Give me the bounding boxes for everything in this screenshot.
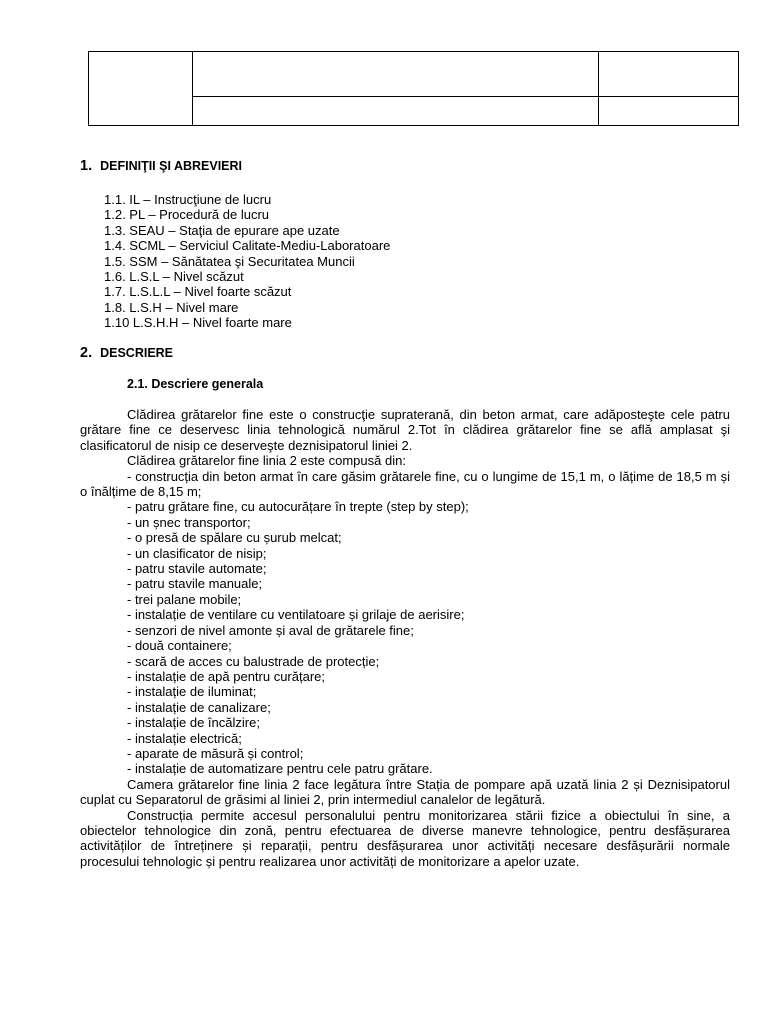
list-item: - un șnec transportor;	[127, 514, 251, 530]
list-item: - aparate de măsură și control;	[127, 745, 304, 761]
list-item: - instalație de apă pentru curățare;	[127, 668, 326, 684]
header-page-cell	[599, 97, 739, 126]
list-item: - construcția din beton armat în care găsim grătarele fine, cu o lungime de 15,1 m, o lățime de 18,5 m și o înălțime de 8,15 m;	[80, 468, 730, 500]
definition-item: 1.4. SCML – Serviciul Calitate-Mediu-Laboratoare	[104, 238, 391, 254]
definition-item: 1.1. IL – Instrucţiune de lucru	[104, 192, 272, 207]
section-1-number: 1.	[80, 158, 93, 174]
list-item: - instalație de canalizare;	[127, 699, 271, 715]
list-item: - un clasificator de nisip;	[127, 545, 267, 561]
list-item: - instalație de automatizare pentru cele patru grătare.	[127, 761, 433, 777]
header-code-cell	[599, 52, 739, 97]
description-body	[80, 407, 730, 869]
section-1-title: DEFINIŢII ŞI ABREVIERI	[100, 159, 243, 173]
section-2-title: DESCRIERE	[100, 346, 174, 360]
definition-item: 1.3. SEAU – Staţia de epurare ape uzate	[104, 222, 340, 238]
definition-item: 1.7. L.S.L.L – Nivel foarte scăzut	[104, 284, 292, 300]
list-item: - scară de acces cu balustrade de protecție;	[127, 653, 380, 669]
definition-item: 1.8. L.S.H – Nivel mare	[104, 299, 239, 315]
list-item: - patru stavile automate;	[127, 561, 267, 577]
definition-item: 1.10 L.S.H.H – Nivel foarte mare	[104, 315, 292, 331]
header-subtitle-cell	[192, 97, 599, 126]
list-item: - instalație de încălzire;	[127, 715, 260, 731]
paragraph: Construcția permite accesul personalului pentru monitorizarea stării fizice a obiectului în sine, a obiectelor tehnologice din zonă, pentru efectuarea de diverse manevre tehnologice, pentru desfășurarea activităților de întreținere și reparații, pentru desfășurarea unor activități necesare desfășurării normale procesului tehnologic și pentru realizarea unor activități de monitorizare a apelor uzate.	[80, 807, 730, 869]
list-item: - două containere;	[127, 638, 232, 654]
paragraph: Clădirea grătarelor fine este o construcţie supraterană, din beton armat, care adăposteşte cele patru grătare fine ce deservesc linia tehnologică numărul 2.Tot în clădirea grătarelor fine se află amplasat şi clasificatorul de nisip ce deserveşte deznisipatorul liniei 2.	[80, 407, 730, 453]
list-item: - instalație electrică;	[127, 730, 242, 746]
section-2-number: 2.	[80, 345, 93, 361]
section-2-heading	[80, 345, 173, 361]
definition-item: 1.2. PL – Procedură de lucru	[104, 207, 270, 223]
header-logo-cell	[89, 52, 193, 126]
section-1-heading	[80, 158, 242, 174]
subsection-heading: 2.1. Descriere generala	[127, 377, 264, 391]
list-item: - trei palane mobile;	[127, 591, 242, 607]
list-item: - senzori de nivel amonte și aval de grătarele fine;	[127, 622, 414, 638]
document-header-table	[88, 51, 739, 126]
list-item: - patru grătare fine, cu autocurățare în trepte (step by step);	[127, 499, 469, 515]
definition-item: 1.5. SSM – Sănătatea şi Securitatea Muncii	[104, 253, 355, 269]
header-title-cell	[192, 52, 599, 97]
definitions-list	[104, 192, 390, 331]
list-item: - patru stavile manuale;	[127, 576, 263, 592]
paragraph: Clădirea grătarelor fine linia 2 este compusă din:	[127, 453, 406, 469]
list-item: - instalație de ventilare cu ventilatoare și grilaje de aerisire;	[127, 607, 465, 623]
list-item: - instalație de iluminat;	[127, 684, 257, 700]
definition-item: 1.6. L.S.L – Nivel scăzut	[104, 269, 244, 285]
list-item: - o presă de spălare cu șurub melcat;	[127, 530, 342, 546]
paragraph: Camera grătarelor fine linia 2 face legătura între Stația de pompare apă uzată linia 2 și Deznisipatorul cuplat cu Separatorul de grăsimi al liniei 2, prin intermediul canalelor de legătură.	[80, 776, 730, 808]
